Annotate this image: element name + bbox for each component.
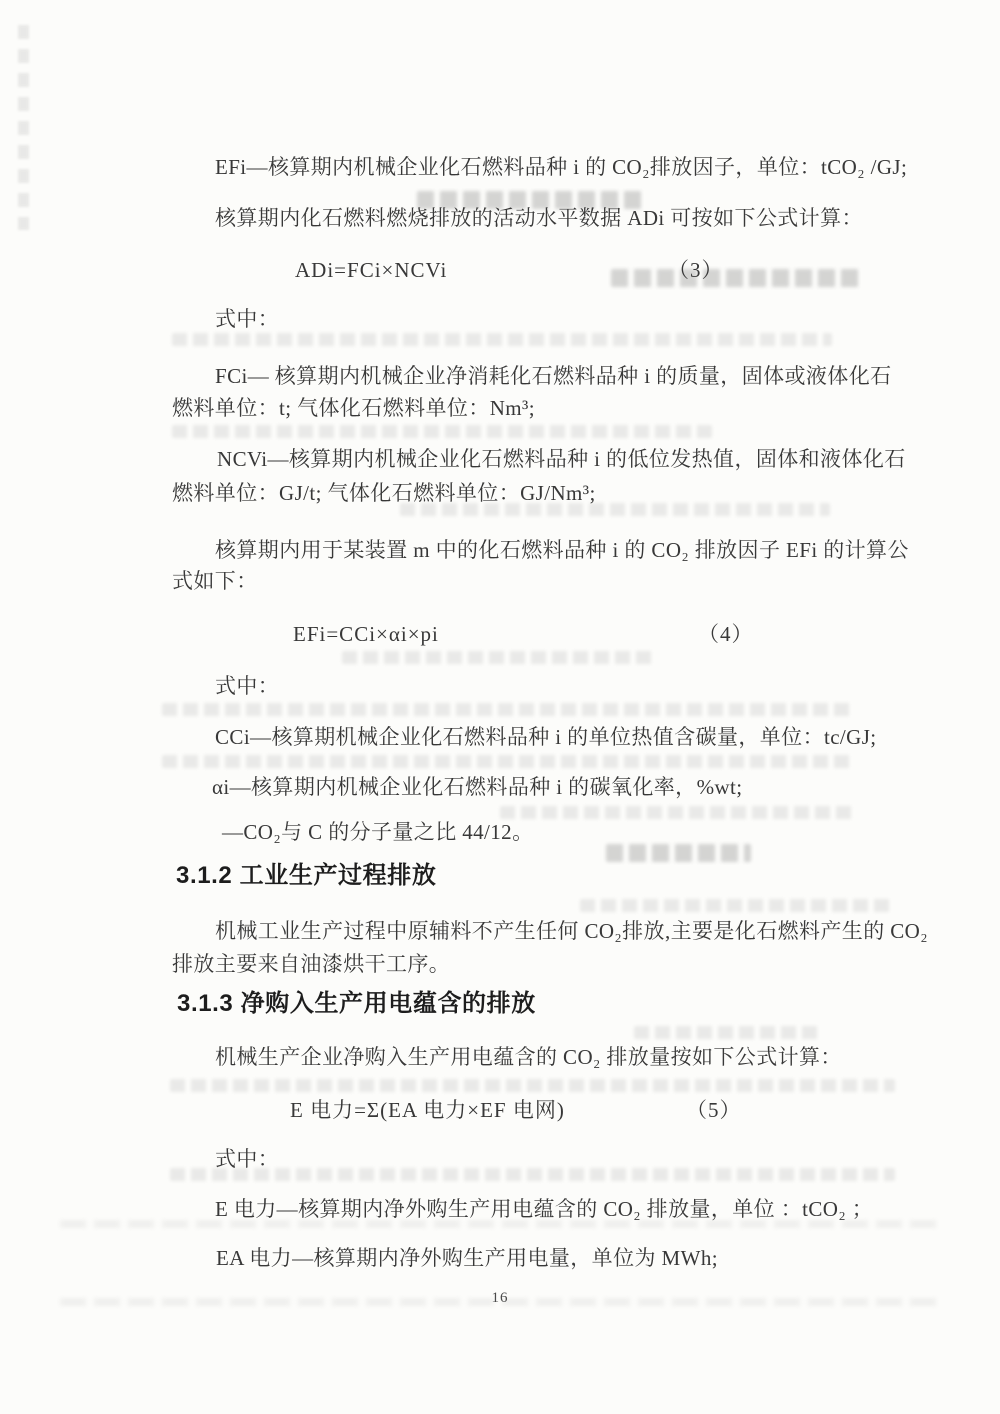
paragraph-line: CCi—核算期机械企业化石燃料品种 i 的单位热值含碳量，单位：tc/GJ; <box>215 725 877 749</box>
bleed-through-artifact <box>170 1079 895 1092</box>
paragraph-line: 核算期内用于某装置 m 中的化石燃料品种 i 的 CO₂ 排放因子 EFi 的计算公 <box>215 538 909 562</box>
paragraph-line: EA 电力—核算期内净外购生产用电量，单位为 MWh; <box>216 1246 718 1270</box>
scan-smudge <box>18 25 29 230</box>
bleed-through-artifact <box>580 899 890 912</box>
bleed-through-artifact <box>342 651 654 664</box>
formula-number: （4） <box>698 622 754 646</box>
paragraph-line: 机械生产企业净购入生产用电蕴含的 CO₂ 排放量按如下公式计算： <box>215 1045 842 1069</box>
formula-number: （3） <box>668 258 724 282</box>
paragraph-line: 式中： <box>215 307 280 331</box>
bleed-through-artifact <box>500 806 855 819</box>
bleed-through-artifact <box>606 844 751 862</box>
paragraph-line: 核算期内化石燃料燃烧排放的活动水平数据 ADi 可按如下公式计算： <box>215 206 863 230</box>
bleed-through-artifact <box>634 1026 818 1039</box>
bleed-through-artifact <box>162 755 852 768</box>
bleed-through-artifact <box>172 425 712 438</box>
paragraph-line: NCVi—核算期内机械企业化石燃料品种 i 的低位发热值，固体和液体化石 <box>217 447 906 471</box>
formula-expression: E 电力=Σ(EA 电力×EF 电网) <box>290 1098 565 1122</box>
paragraph-line: 式如下： <box>172 569 258 593</box>
section-heading: 3.1.3 净购入生产用电蕴含的排放 <box>177 990 536 1017</box>
paragraph-line: 式中： <box>215 674 280 698</box>
bleed-through-artifact <box>172 333 832 346</box>
section-heading: 3.1.2 工业生产过程排放 <box>176 862 437 889</box>
paragraph-line: 式中： <box>215 1147 280 1171</box>
paragraph-line: —CO₂与 C 的分子量之比 44/12。 <box>222 820 534 844</box>
paragraph-line: 燃料单位：GJ/t; 气体化石燃料单位：GJ/Nm³; <box>172 481 596 505</box>
paragraph-line: FCi— 核算期内机械企业净消耗化石燃料品种 i 的质量，固体或液体化石 <box>215 364 892 388</box>
paragraph-line: EFi—核算期内机械企业化石燃料品种 i 的 CO₂排放因子，单位：tCO₂ /GJ; <box>215 155 908 179</box>
bleed-through-artifact <box>611 269 861 287</box>
page-number: 16 <box>491 1290 509 1306</box>
paragraph-line: αi—核算期内机械企业化石燃料品种 i 的碳氧化率，%wt; <box>212 775 743 799</box>
formula-expression: EFi=CCi×αi×pi <box>293 622 439 646</box>
paragraph-line: 排放主要来自油漆烘干工序。 <box>172 952 451 976</box>
paragraph-line: E 电力—核算期内净外购生产用电蕴含的 CO₂ 排放量，单位 ：tCO₂ ； <box>215 1197 874 1221</box>
bleed-through-artifact <box>162 703 852 716</box>
formula-number: （5） <box>686 1098 742 1122</box>
paragraph-line: 燃料单位：t; 气体化石燃料单位：Nm³; <box>172 396 535 420</box>
paragraph-line: 机械工业生产过程中原辅料不产生任何 CO₂排放,主要是化石燃料产生的 CO₂ <box>215 919 928 943</box>
formula-expression: ADi=FCi×NCVi <box>295 258 448 282</box>
